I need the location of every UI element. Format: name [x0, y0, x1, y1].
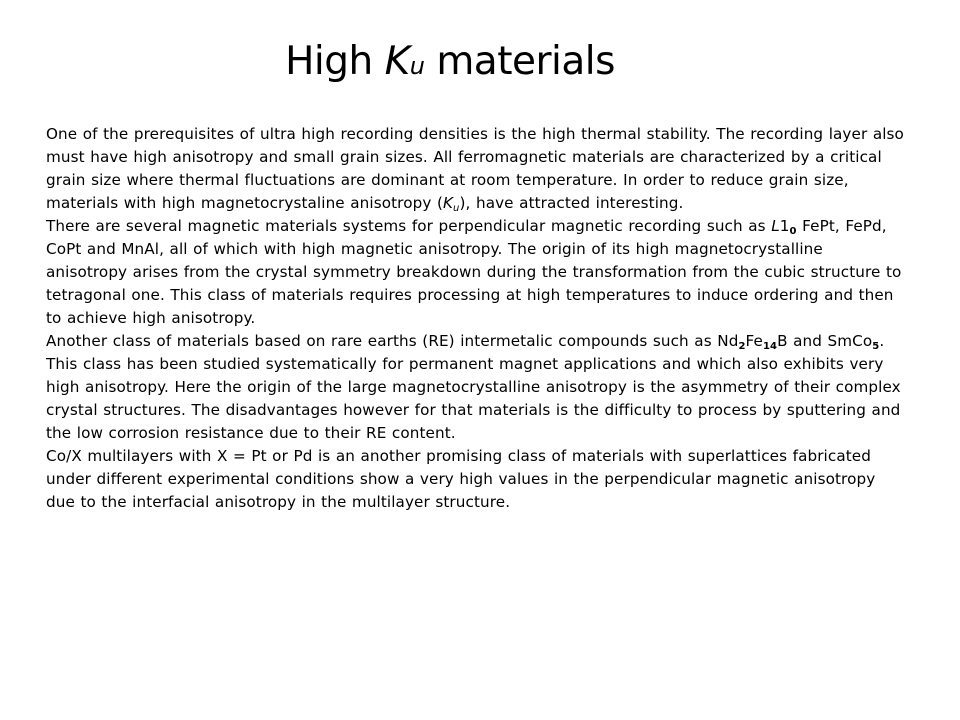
p2-phase: L	[771, 217, 780, 235]
p3-tail: . This class has been studied systematically for permanent magnet applications and which also exhibits very high anisotropy. Here the origin of the large magnetocrystalline anisotropy is the asymmetry of their complex crystal structures. The disadvantages however for that materials is the difficulty to process by sputtering and the low corrosion resistance due to their RE content.	[46, 332, 901, 442]
slide-title	[0, 34, 900, 94]
p1-text: One of the prerequisites of ultra high recording densities is the high thermal stability. The recording layer also must have high anisotropy and small grain sizes. All ferromagnetic materials are characterized by a critical grain size where thermal fluctuations are dominant at room temperature. In order to reduce grain size, materials with high magnetocrystaline anisotropy (	[46, 125, 904, 212]
p3-fe: Fe	[745, 332, 763, 350]
p1-symbol: K	[442, 194, 454, 212]
p3-fe-subscript: 14	[762, 341, 778, 352]
p3-co-subscript: 5	[872, 341, 880, 352]
paragraph-l10-materials	[46, 215, 906, 330]
p3-text: Another class of materials based on rare earths (RE) intermetalic compounds such as Nd	[46, 332, 739, 350]
p2-text: There are several magnetic materials systems for perpendicular magnetic recording such as	[46, 217, 772, 235]
p2-tail: FePt, FePd, CoPt and MnAl, all of which with high magnetic anisotropy. The origin of its high magnetocrystalline anisotropy arises from the crystal symmetry breakdown during the transformation from the cubic structure to tetragonal one. This class of materials requires processing at high temperatures to induce ordering and then to achieve high anisotropy.	[46, 217, 902, 327]
p1-symbol-subscript: u	[453, 203, 460, 214]
p3-b-and-smco: B and SmCo	[777, 332, 873, 350]
title-symbol-subscript: u	[409, 52, 425, 80]
paragraph-thermal-stability	[46, 123, 906, 215]
paragraph-rare-earth-materials	[46, 330, 906, 445]
title-symbol: K	[384, 39, 410, 84]
p3-nd-subscript: 2	[738, 341, 746, 352]
p1-tail: ), have attracted interesting.	[459, 194, 684, 212]
p2-phase-subscript: 0	[789, 226, 797, 237]
title-prefix: High	[285, 39, 385, 84]
p4-text: Co/X multilayers with X = Pt or Pd is an another promising class of materials with superlattices fabricated under different experimental conditions show a very high values in the perpendicular magnetic anisotropy due to the interfacial anisotropy in the multilayer structure.	[46, 447, 876, 511]
paragraph-multilayers	[46, 445, 906, 514]
p2-phase-number: 1	[779, 217, 790, 235]
title-suffix: materials	[424, 39, 615, 84]
slide-body	[46, 123, 906, 514]
